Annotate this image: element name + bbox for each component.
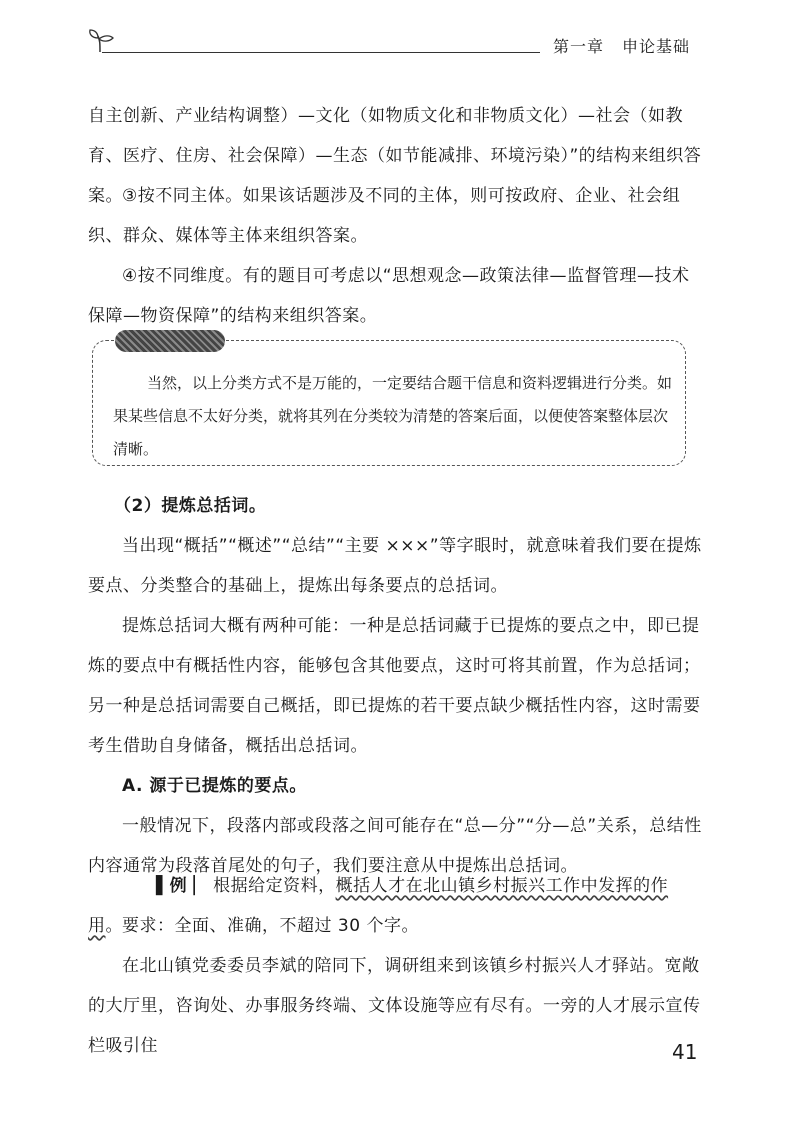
header-rule bbox=[102, 52, 540, 53]
chapter-number: 第一章 bbox=[552, 37, 604, 56]
paragraph-two-cases: 提炼总括词大概有两种可能：一种是总括词藏于已提炼的要点之中，即已提炼的要点中有概括性内容，能够包含其他要点，这时可将其前置，作为总括词；另一种是总括词需要自己概括，即已提炼的若干要点缺少概括性内容，这时需要考生借助自身储备，概括出总括词。 bbox=[88, 616, 701, 756]
tip-badge bbox=[115, 330, 225, 352]
paragraph-structure-list: 自主创新、产业结构调整）—文化（如物质文化和非物质文化）—社会（如教育、医疗、住房、社会保障）—生态（如节能减排、环境污染）”的结构来组织答案。 bbox=[88, 106, 702, 206]
example-lead: 根据给定资料， bbox=[213, 876, 336, 896]
paragraph-general-case: 一般情况下，段落内部或段落之间可能存在“总—分”“分—总”关系，总结性内容通常为段落首尾处的句子，我们要注意从中提炼出总括词。 bbox=[88, 816, 702, 876]
tip-text: 当然，以上分类方式不是万能的，一定要结合题干信息和资料逻辑进行分类。如果某些信息不太好分类，就将其列在分类较为清楚的答案后面，以便使答案整体层次清晰。 bbox=[113, 374, 673, 458]
section-heading: （2）提炼总括词。 bbox=[114, 496, 267, 516]
example-task: 概括人才在北山镇乡村振兴工作中发挥的作用 bbox=[88, 876, 669, 936]
paragraph-keywords: 当出现“概括”“概述”“总结”“主要 ×××”等字眼时，就意味着我们要在提炼要点、分类整合的基础上，提炼出每条要点的总括词。 bbox=[88, 536, 702, 596]
paragraph-by-subject: ③按不同主体。如果该话题涉及不同的主体，则可按政府、企业、社会组织、群众、媒体等主体来组织答案。 bbox=[88, 186, 681, 246]
page-number: 41 bbox=[672, 1040, 698, 1064]
example-material: 在北山镇党委委员李斌的陪同下，调研组来到该镇乡村振兴人才驿站。宽敞的大厅里，咨询处、办事服务终端、文体设施等应有尽有。一旁的人才展示宣传栏吸引住 bbox=[88, 956, 701, 1056]
chapter-title: 申论基础 bbox=[621, 37, 690, 56]
chapter-heading bbox=[553, 34, 690, 57]
tip-box bbox=[92, 340, 686, 466]
subsection-heading: A. 源于已提炼的要点。 bbox=[122, 776, 307, 796]
example-label: ▌例 ▏ bbox=[156, 876, 208, 896]
example-end: 。 bbox=[105, 916, 123, 936]
example-requirement: 要求：全面、准确，不超过 30 个字。 bbox=[122, 916, 419, 936]
page-header bbox=[86, 26, 690, 60]
paragraph-by-dimension: ④按不同维度。有的题目可考虑以“思想观念—政策法律—监督管理—技术保障—物资保障”的结构来组织答案。 bbox=[88, 266, 690, 326]
